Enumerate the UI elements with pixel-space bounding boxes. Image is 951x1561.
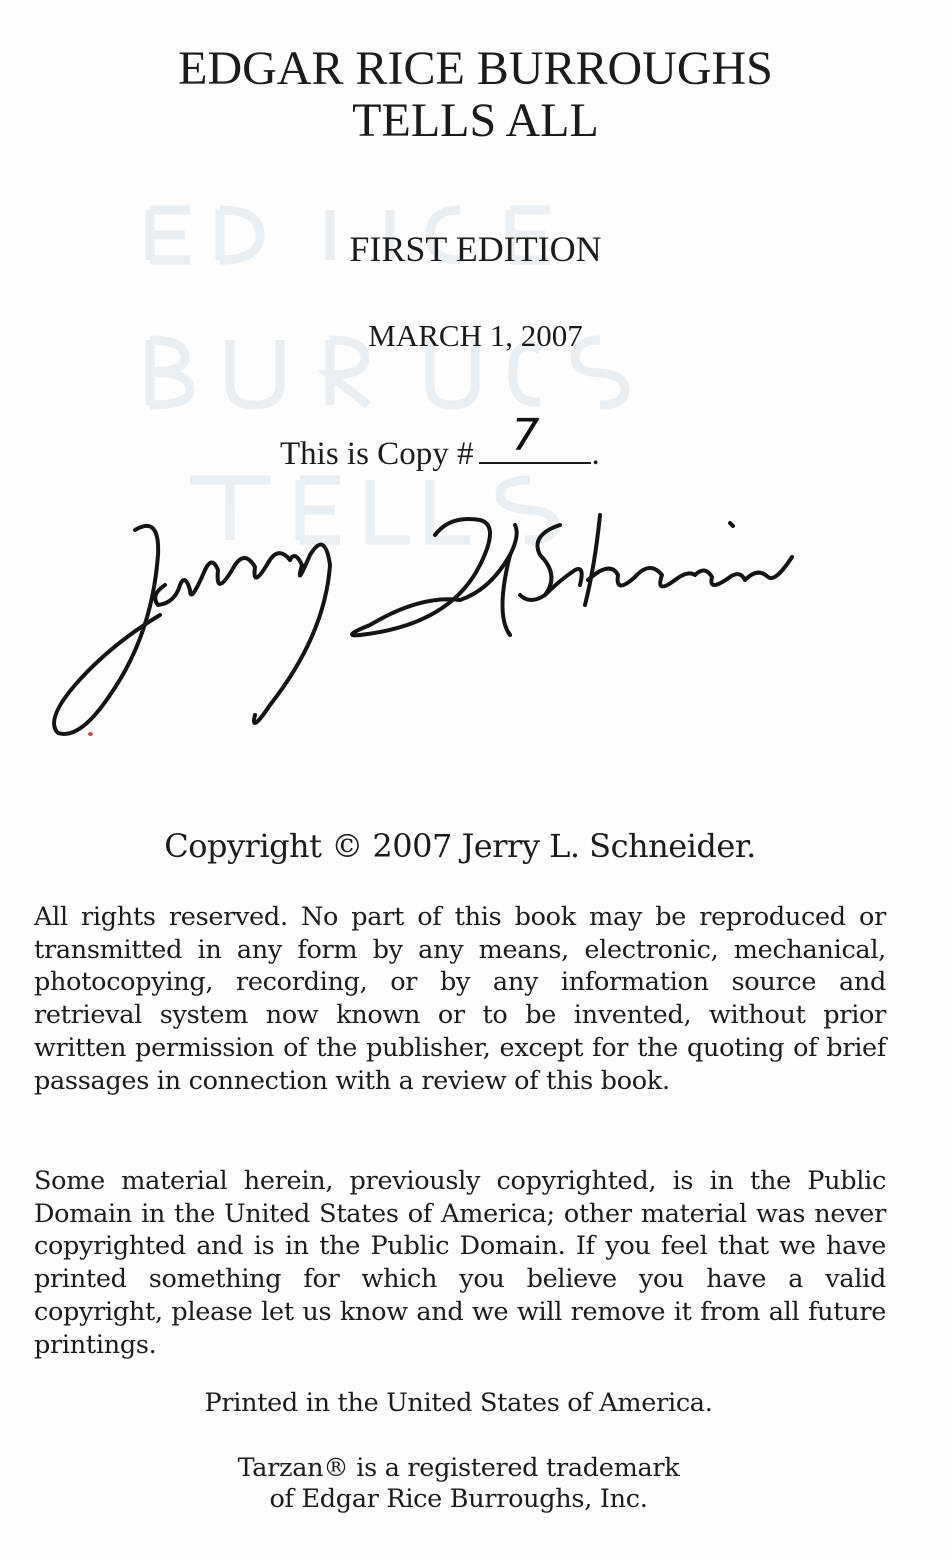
edition-label: FIRST EDITION	[349, 229, 602, 269]
copy-number-value: 7	[511, 410, 540, 461]
book-title	[0, 43, 951, 147]
public-domain-paragraph: Some material herein, previously copyrighted, is in the Public Domain in the United States of America; other material was never copyrighted and is in the Public Domain. If you feel that we have printed something for which you believe you have a valid copyright, please let us know and we will remove it from all future printings.	[34, 1166, 886, 1360]
copy-number-period: .	[591, 436, 600, 472]
printed-in-notice: Printed in the United States of America.	[204, 1388, 713, 1418]
book-title-line-2: TELLS ALL	[352, 94, 599, 147]
ink-speck	[88, 732, 93, 736]
copyright-notice: Copyright © 2007 Jerry L. Schneider.	[164, 827, 756, 865]
author-signature	[40, 495, 820, 755]
trademark-line-2: of Edgar Rice Burroughs, Inc.	[269, 1484, 648, 1514]
copy-number-label: This is Copy #	[280, 436, 474, 472]
copy-number-line	[280, 410, 600, 473]
trademark-notice	[0, 1453, 917, 1515]
edition-date: MARCH 1, 2007	[368, 318, 583, 353]
book-title-line-1: EDGAR RICE BURROUGHS	[178, 42, 773, 95]
rights-paragraph: All rights reserved. No part of this book may be reproduced or transmitted in any form by any means, electronic, mechanical, photocopying, recording, or by any information source and retrieval system now known or to be invented, without prior written permission of the publisher, except for the quoting of brief passages in connection with a review of this book.	[34, 902, 886, 1096]
copy-number-blank	[479, 410, 591, 464]
trademark-line-1: Tarzan® is a registered trademark	[237, 1453, 680, 1483]
